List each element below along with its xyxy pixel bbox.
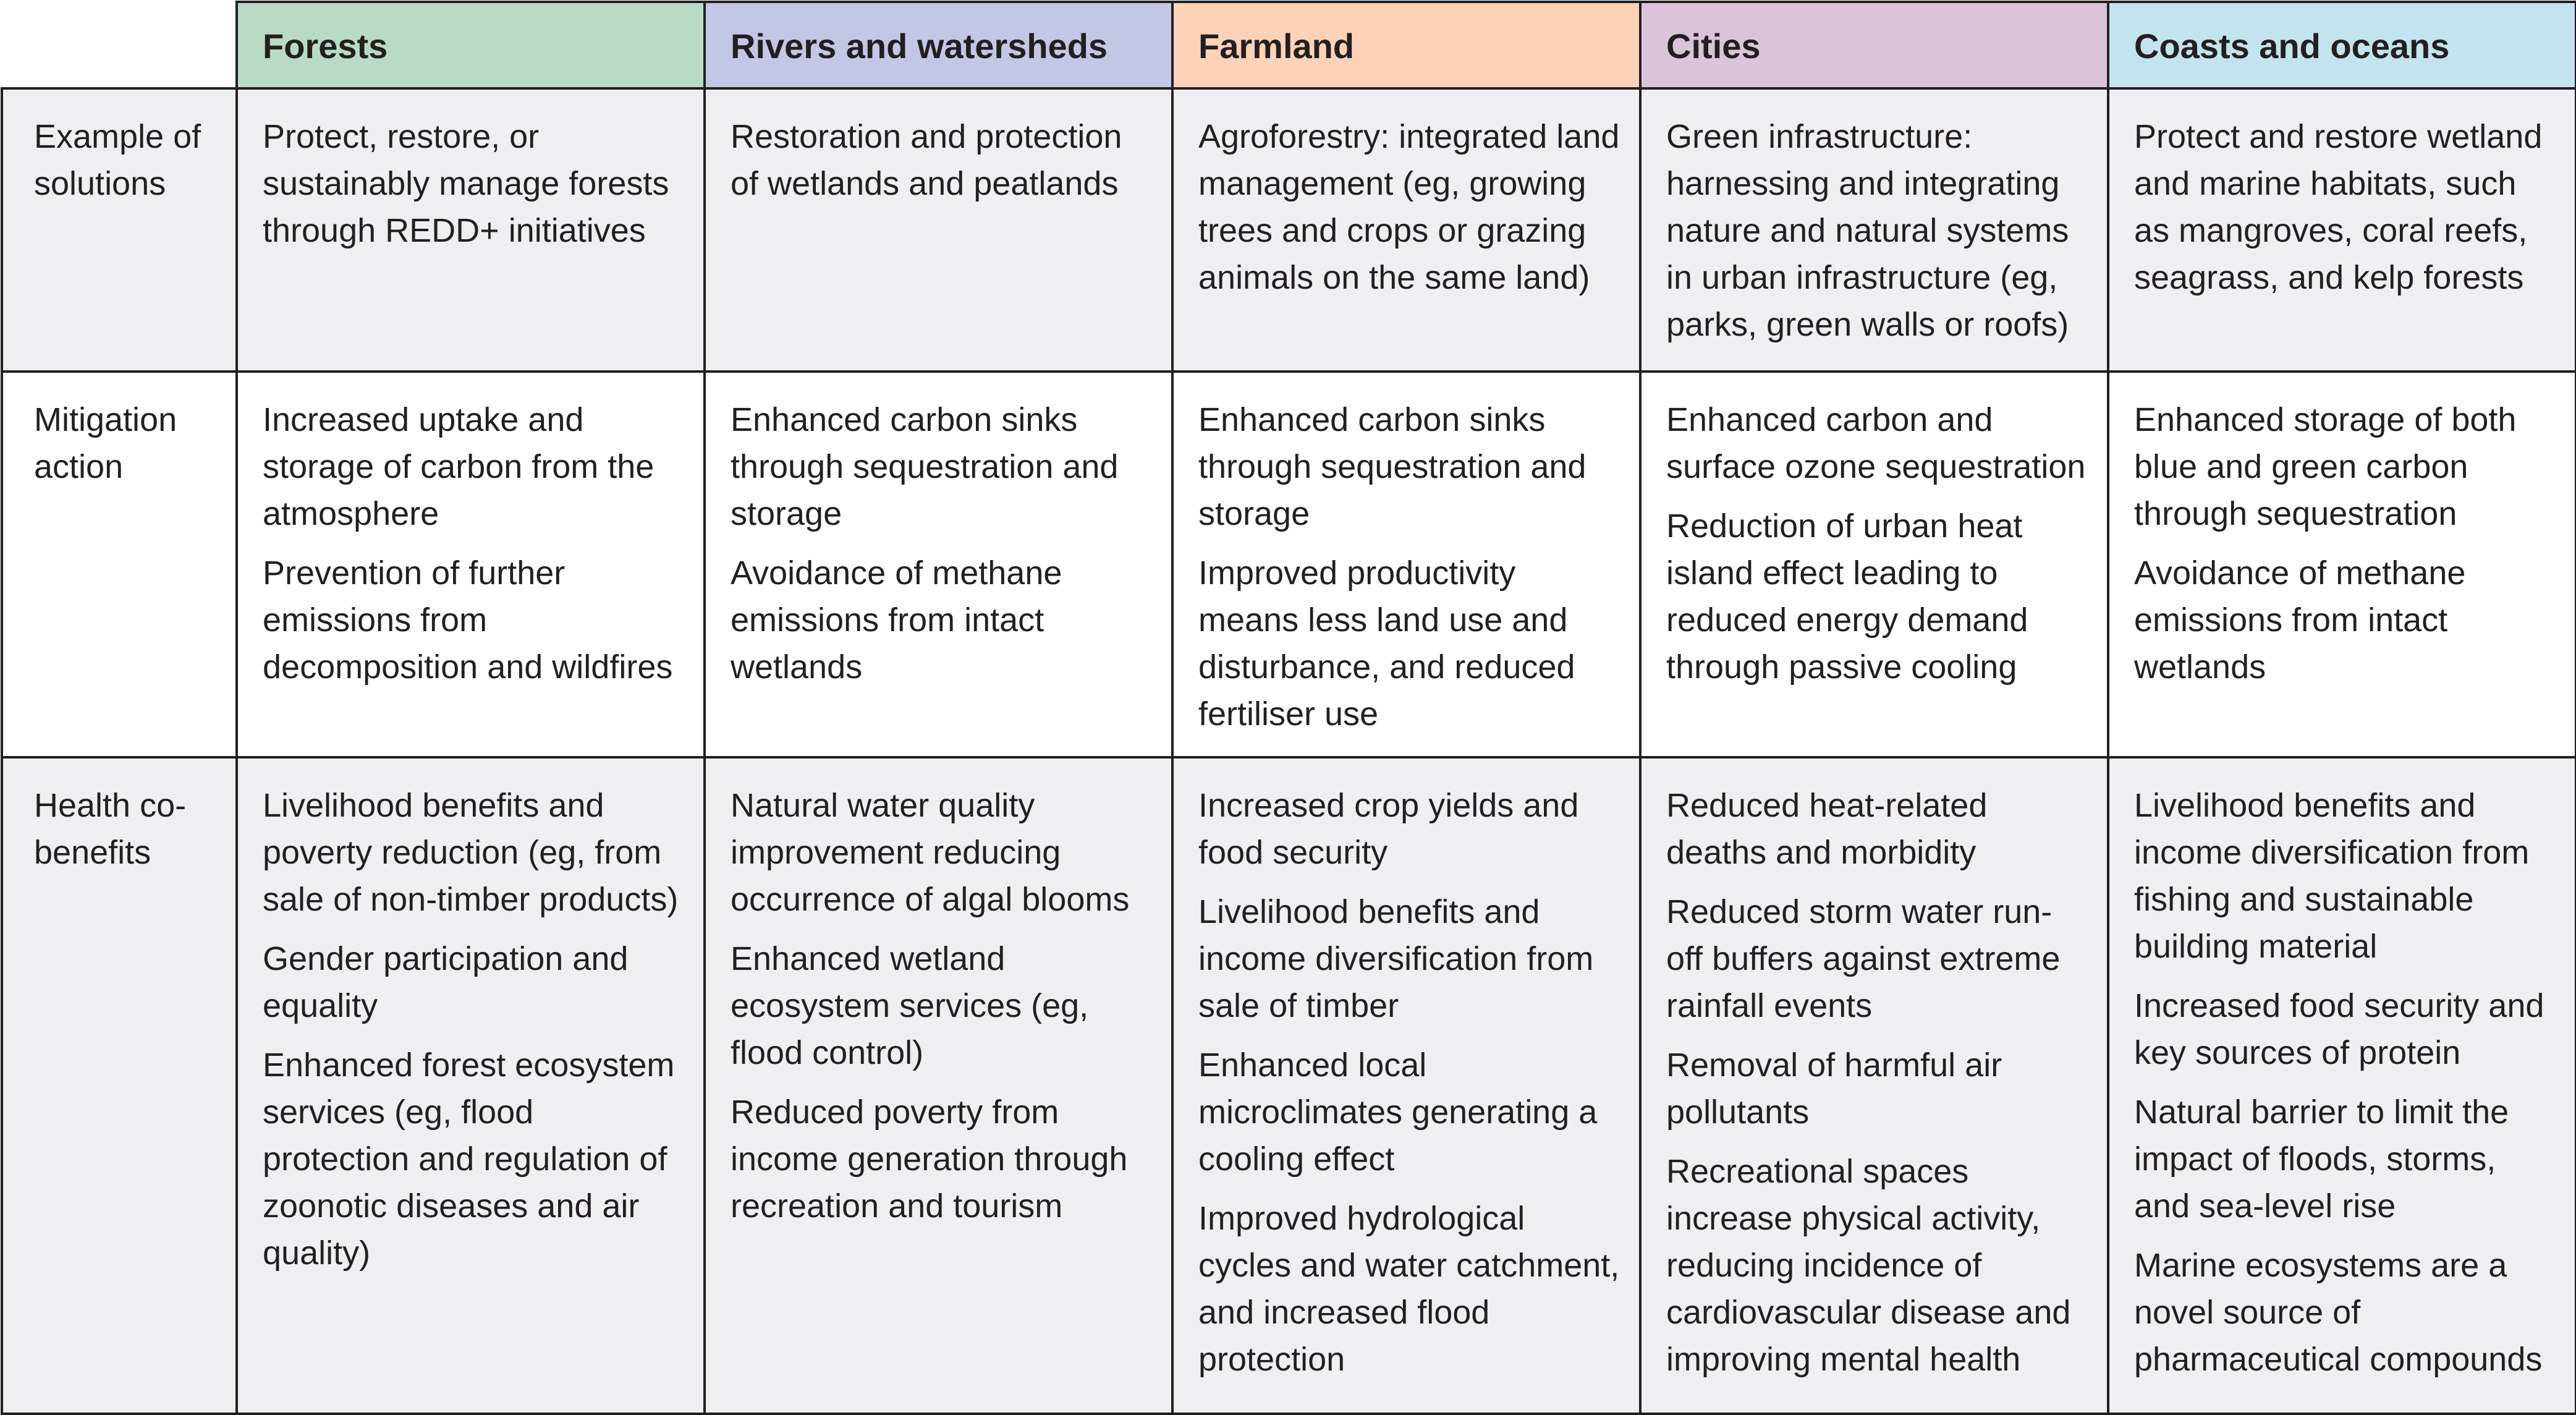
cell-health-farmland bbox=[1172, 757, 1640, 1414]
cell-entry: Agroforestry: integrated land management (eg, growing trees and crops or grazing animals on the same land) bbox=[1198, 118, 1620, 296]
cell-entry: Restoration and protection of wetlands and peatlands bbox=[731, 118, 1122, 202]
cell-entry: Avoidance of methane emissions from intact wetlands bbox=[2134, 555, 2466, 686]
column-header-forests: Forests bbox=[237, 2, 705, 88]
cell-entry: Natural barrier to limit the impact of floods, storms, and sea-level rise bbox=[2134, 1094, 2509, 1225]
column-header-farmland: Farmland bbox=[1172, 2, 1640, 88]
cell-entry: Livelihood benefits and income diversification from sale of timber bbox=[1198, 893, 1594, 1024]
column-header-rivers-and-watersheds: Rivers and watersheds bbox=[705, 2, 1172, 88]
cell-entry: Enhanced carbon sinks through sequestration and storage bbox=[731, 401, 1119, 532]
cell-entry: Reduced poverty from income generation through recreation and tourism bbox=[731, 1094, 1128, 1225]
cell-entry: Enhanced carbon and surface ozone sequestration bbox=[1666, 401, 2086, 485]
cell-entry: Enhanced storage of both blue and green carbon through sequestration bbox=[2134, 401, 2517, 532]
cell-entry: Removal of harmful air pollutants bbox=[1666, 1047, 2002, 1131]
cell-entry: Enhanced carbon sinks through sequestration and storage bbox=[1198, 401, 1587, 532]
cell-entry: Livelihood benefits and poverty reduction (eg, from sale of non-timber products) bbox=[263, 787, 679, 918]
cell-entry: Reduced storm water run-off buffers against extreme rainfall events bbox=[1666, 893, 2061, 1024]
cell-entry: Improved hydrological cycles and water catchment, and increased flood protection bbox=[1198, 1200, 1620, 1378]
cell-solutions-farmland bbox=[1172, 88, 1640, 372]
cell-entry: Gender participation and equality bbox=[263, 940, 629, 1024]
cell-solutions-forests bbox=[237, 88, 705, 372]
cell-entry: Increased uptake and storage of carbon from the atmosphere bbox=[263, 401, 655, 532]
cell-solutions-cities bbox=[1640, 88, 2108, 372]
cell-entry: Prevention of further emissions from decomposition and wildfires bbox=[263, 555, 673, 686]
table-row-health-co-benefits bbox=[2, 757, 2576, 1414]
cell-solutions-rivers bbox=[705, 88, 1172, 372]
cell-mitigation-cities bbox=[1640, 372, 2108, 757]
cell-solutions-coasts bbox=[2108, 88, 2576, 372]
cell-mitigation-rivers bbox=[705, 372, 1172, 757]
cell-entry: Livelihood benefits and income diversification from fishing and sustainable building material bbox=[2134, 787, 2530, 965]
column-header-coasts-and-oceans: Coasts and oceans bbox=[2108, 2, 2576, 88]
column-header-cities: Cities bbox=[1640, 2, 2108, 88]
nature-based-solutions-table bbox=[1, 1, 2576, 1415]
cell-entry: Reduced heat-related deaths and morbidity bbox=[1666, 787, 1988, 871]
cell-entry: Avoidance of methane emissions from intact wetlands bbox=[731, 555, 1062, 686]
cell-health-forests bbox=[237, 757, 705, 1414]
row-header-health-co-benefits: Health co-benefits bbox=[2, 757, 237, 1414]
cell-mitigation-farmland bbox=[1172, 372, 1640, 757]
cell-entry: Marine ecosystems are a novel source of pharmaceutical compounds bbox=[2134, 1247, 2543, 1378]
cell-entry: Natural water quality improvement reducing occurrence of algal blooms bbox=[731, 787, 1130, 918]
cell-entry: Increased crop yields and food security bbox=[1198, 787, 1579, 871]
cell-health-rivers bbox=[705, 757, 1172, 1414]
cell-entry: Protect and restore wetland and marine habitats, such as mangroves, coral reefs, seagrass, and kelp forests bbox=[2134, 118, 2543, 296]
cell-health-cities bbox=[1640, 757, 2108, 1414]
corner-cell bbox=[2, 2, 237, 88]
row-header-mitigation-action: Mitigation action bbox=[2, 372, 237, 757]
cell-entry: Enhanced forest ecosystem services (eg, flood protection and regulation of zoonotic diseases and air quality) bbox=[263, 1047, 675, 1272]
cell-entry: Enhanced local microclimates generating a cooling effect bbox=[1198, 1047, 1598, 1178]
cell-entry: Protect, restore, or sustainably manage forests through REDD+ initiatives bbox=[263, 118, 669, 249]
cell-entry: Increased food security and key sources of protein bbox=[2134, 987, 2544, 1071]
cell-entry: Reduction of urban heat island effect leading to reduced energy demand through passive cooling bbox=[1666, 508, 2028, 686]
table-row-mitigation-action bbox=[2, 372, 2576, 757]
cell-mitigation-forests bbox=[237, 372, 705, 757]
table-row-example-of-solutions bbox=[2, 88, 2576, 372]
cell-mitigation-coasts bbox=[2108, 372, 2576, 757]
cell-entry: Improved productivity means less land use and disturbance, and reduced fertiliser use bbox=[1198, 555, 1575, 733]
row-header-example-of-solutions: Example of solutions bbox=[2, 88, 237, 372]
cell-entry: Green infrastructure: harnessing and integrating nature and natural systems in urban infrastructure (eg, parks, green walls or roofs) bbox=[1666, 118, 2069, 343]
cell-entry: Enhanced wetland ecosystem services (eg, flood control) bbox=[731, 940, 1089, 1071]
header-row bbox=[2, 2, 2576, 88]
cell-entry: Recreational spaces increase physical activity, reducing incidence of cardiovascular disease and improving mental health bbox=[1666, 1153, 2071, 1378]
cell-health-coasts bbox=[2108, 757, 2576, 1414]
